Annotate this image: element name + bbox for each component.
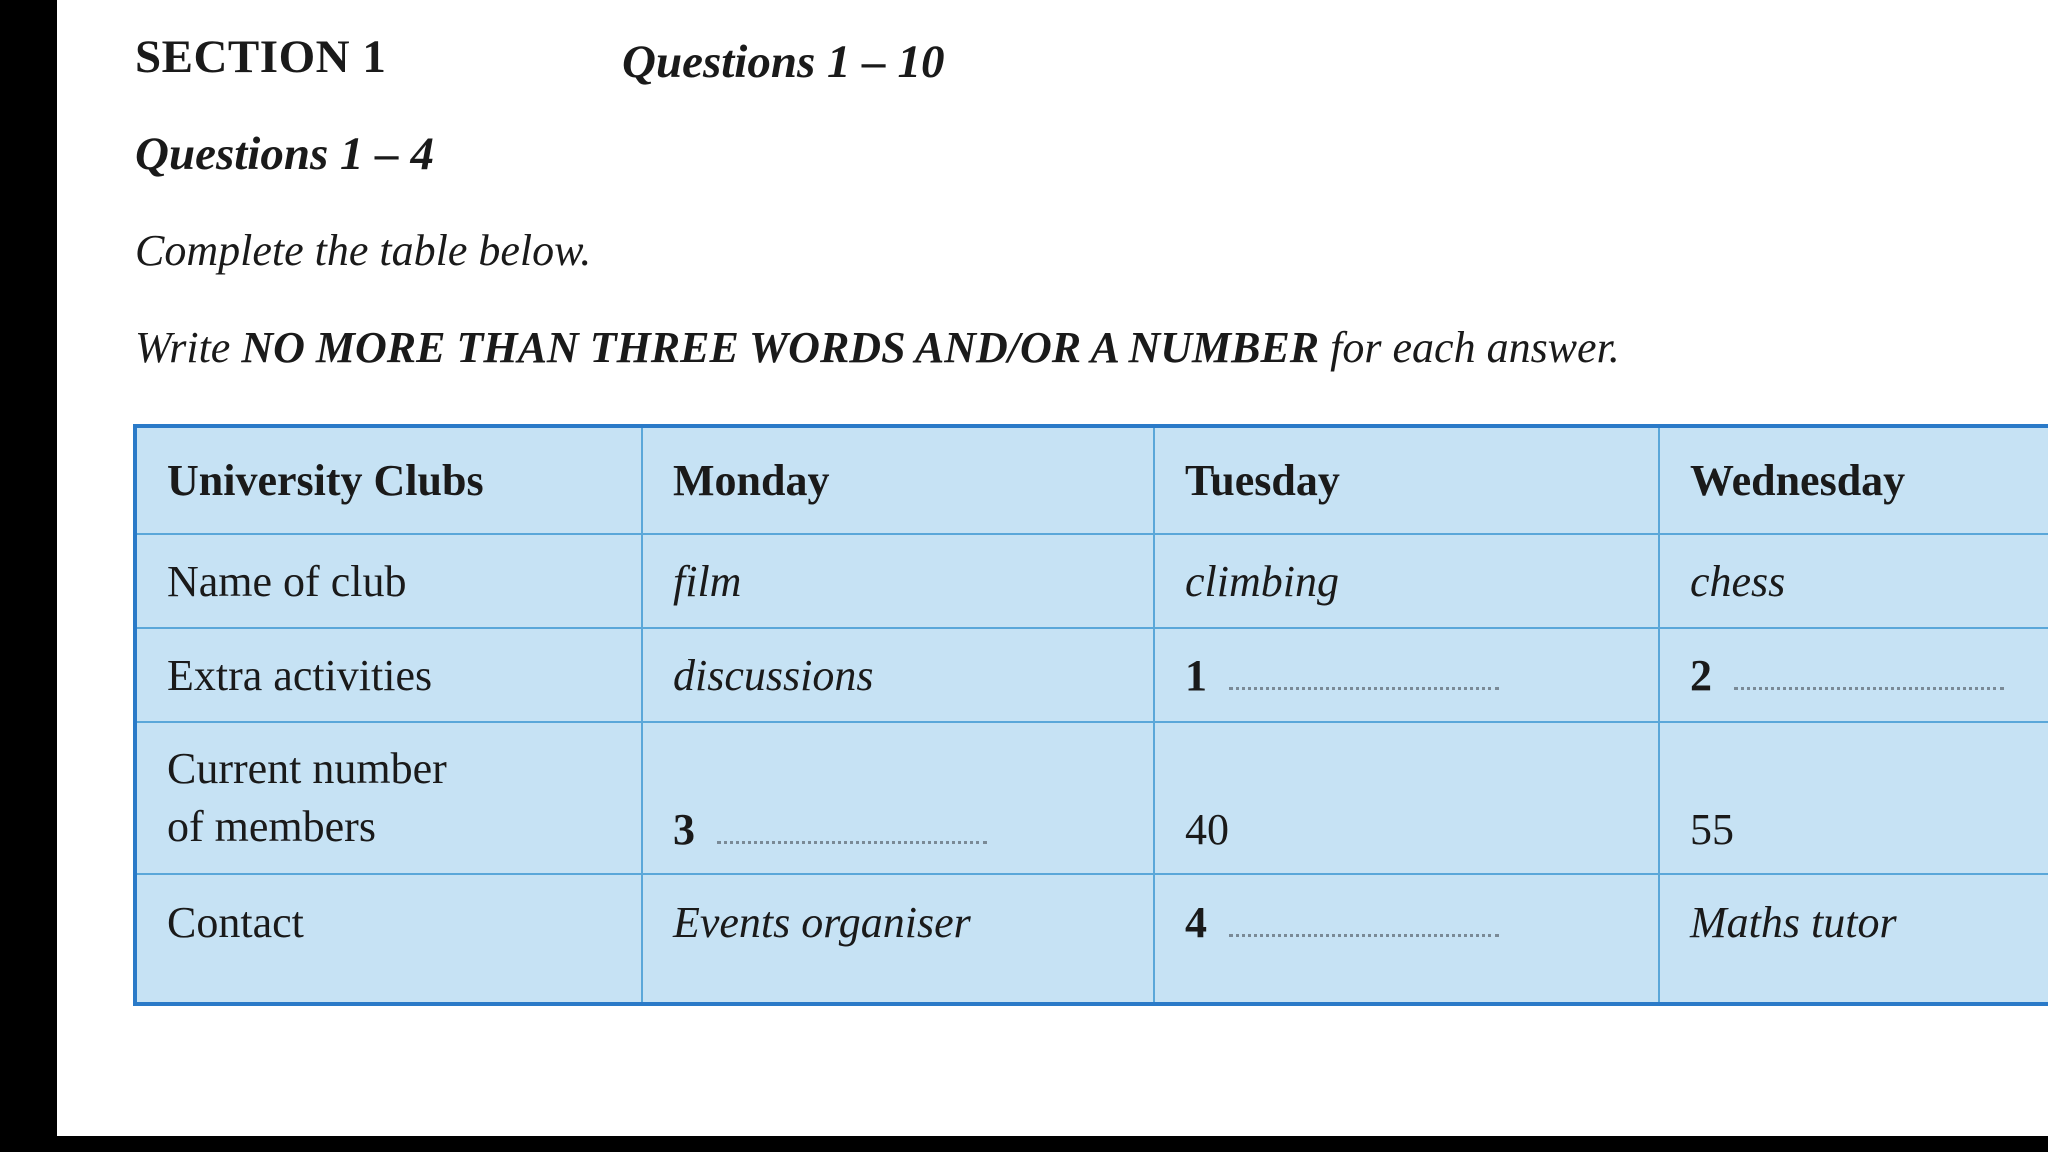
answer-blank-question-3[interactable] (642, 722, 1154, 874)
question-number: 2 (1690, 650, 1712, 700)
header-cell-tuesday: Tuesday (1154, 428, 1659, 534)
row-label-current-members (137, 722, 642, 874)
cell-monday-contact: Events organiser (642, 874, 1154, 1002)
row-label-extra-activities: Extra activities (137, 628, 642, 722)
table-header-row (137, 428, 2048, 534)
cell-tuesday-club: climbing (1154, 534, 1659, 628)
question-number: 3 (673, 805, 695, 854)
table-row-extra-activities (137, 628, 2048, 722)
answer-blank-question-4[interactable] (1154, 874, 1659, 1002)
cell-wednesday-club: chess (1659, 534, 2048, 628)
row-label-contact: Contact (137, 874, 642, 1002)
row-label-name-of-club: Name of club (137, 534, 642, 628)
table-row-contact (137, 874, 2048, 1002)
cell-tuesday-members: 40 (1154, 722, 1659, 874)
answer-dotted-line[interactable] (1229, 934, 1499, 937)
university-clubs-table (133, 424, 2048, 1006)
answer-dotted-line[interactable] (1734, 687, 2004, 690)
answer-blank-question-2[interactable] (1659, 628, 2048, 722)
answer-blank-question-1[interactable] (1154, 628, 1659, 722)
word-limit-emphasis: NO MORE THAN THREE WORDS AND/OR A NUMBER (241, 323, 1320, 372)
section-label: SECTION 1 (135, 31, 387, 83)
bottom-black-border (0, 1136, 2048, 1152)
row-label-line-1: Current number (167, 744, 447, 793)
word-limit-instruction (135, 322, 1620, 373)
header-cell-university-clubs: University Clubs (137, 428, 642, 534)
table-row-current-members (137, 722, 2048, 874)
answer-dotted-line[interactable] (1229, 687, 1499, 690)
word-limit-suffix: for each answer. (1330, 323, 1620, 372)
table-row-name-of-club (137, 534, 2048, 628)
cell-monday-activities: discussions (642, 628, 1154, 722)
answer-dotted-line[interactable] (717, 841, 987, 844)
instruction-text: Complete the table below. (135, 226, 592, 275)
question-number: 4 (1185, 898, 1207, 947)
cell-monday-club: film (642, 534, 1154, 628)
word-limit-prefix: Write (135, 323, 231, 372)
clubs-table-grid (137, 428, 2048, 1002)
cell-wednesday-contact: Maths tutor (1659, 874, 2048, 1002)
header-cell-monday: Monday (642, 428, 1154, 534)
row-label-line-2: of members (167, 802, 376, 851)
left-black-border (0, 0, 57, 1152)
question-number: 1 (1185, 650, 1207, 700)
header-cell-wednesday: Wednesday (1659, 428, 2048, 534)
section-question-range: Questions 1 – 10 (622, 36, 945, 88)
questions-subheading: Questions 1 – 4 (135, 128, 435, 180)
cell-wednesday-members: 55 (1659, 722, 2048, 874)
